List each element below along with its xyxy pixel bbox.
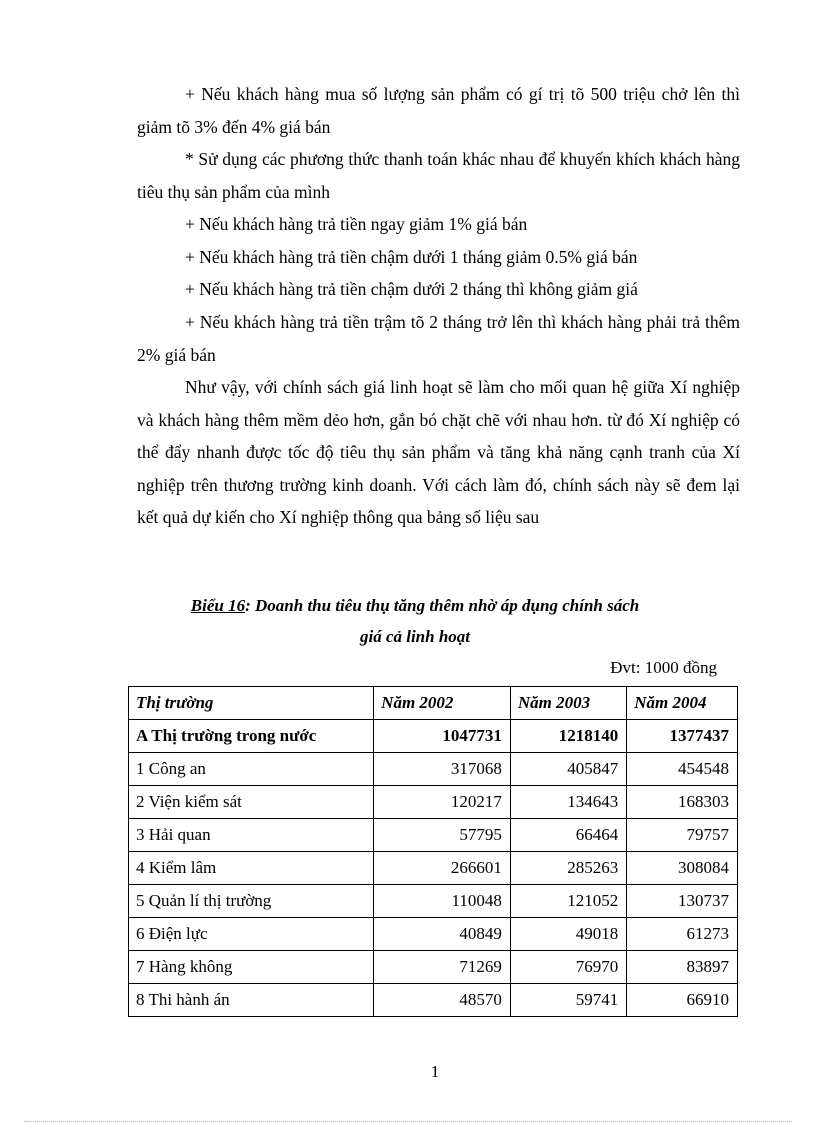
cell-value: 66464 xyxy=(510,819,626,852)
page-bottom-divider xyxy=(24,1121,792,1122)
cell-value: 285263 xyxy=(510,852,626,885)
paragraph-payment-methods: * Sử dụng các phương thức thanh toán khác nhau để khuyến khích khách hàng tiêu thụ sản phẩm của mình xyxy=(137,149,740,202)
cell-value: 168303 xyxy=(627,786,738,819)
table-row xyxy=(129,951,738,984)
table-row xyxy=(129,918,738,951)
paragraph-volume-discount: + Nếu khách hàng mua số lượng sản phẩm có gí trị tõ 500 triệu chở lên thì giảm tõ 3% đến 4% giá bán xyxy=(137,84,740,137)
header-year-2002: Năm 2002 xyxy=(374,687,511,720)
cell-value: 130737 xyxy=(627,885,738,918)
cell-value: 66910 xyxy=(627,984,738,1017)
cell-value: 1377437 xyxy=(627,720,738,753)
cell-market: 1 Công an xyxy=(129,753,374,786)
cell-value: 49018 xyxy=(510,918,626,951)
cell-market: 5 Quản lí thị trường xyxy=(129,885,374,918)
table-header-row xyxy=(129,687,738,720)
table-caption-label: Biểu 16 xyxy=(190,596,246,615)
cell-value: 61273 xyxy=(627,918,738,951)
table-caption-subtitle: giá cả linh hoạt xyxy=(359,627,471,646)
paragraph-immediate-payment: + Nếu khách hàng trả tiền ngay giảm 1% giá bán xyxy=(185,214,528,234)
paragraph-conclusion: Như vậy, với chính sách giá linh hoạt sẽ làm cho mối quan hệ giữa Xí nghiệp và khách hàng thêm mềm dẻo hơn, gắn bó chặt chẽ với nhau hơn. từ đó Xí nghiệp có thể đẩy nhanh được tốc độ tiêu thụ sản phẩm và tăng khả năng cạnh tranh của Xí nghiệp trên thương trường kinh doanh. Với cách làm đó, chính sách này sẽ đem lại kết quả dự kiến cho Xí nghiệp thông qua bảng số liệu sau xyxy=(137,377,740,528)
cell-market: 4 Kiểm lâm xyxy=(129,852,374,885)
cell-value: 79757 xyxy=(627,819,738,852)
cell-market: 3 Hải quan xyxy=(129,819,374,852)
cell-value: 317068 xyxy=(374,753,511,786)
table-total-row xyxy=(129,720,738,753)
cell-value: 121052 xyxy=(510,885,626,918)
revenue-table xyxy=(128,686,738,1017)
cell-value: 1218140 xyxy=(510,720,626,753)
cell-value: 48570 xyxy=(374,984,511,1017)
cell-market: 6 Điện lực xyxy=(129,918,374,951)
paragraph-payment-over-2-months: + Nếu khách hàng trả tiền trậm tõ 2 tháng trở lên thì khách hàng phải trả thêm 2% giá bán xyxy=(137,312,740,365)
cell-market: 7 Hàng không xyxy=(129,951,374,984)
table-row xyxy=(129,852,738,885)
cell-value: 40849 xyxy=(374,918,511,951)
cell-value: 59741 xyxy=(510,984,626,1017)
cell-value: 57795 xyxy=(374,819,511,852)
table-row xyxy=(129,984,738,1017)
cell-value: 120217 xyxy=(374,786,511,819)
cell-value: 71269 xyxy=(374,951,511,984)
table-caption-title: : Doanh thu tiêu thụ tăng thêm nhờ áp dụng chính sách xyxy=(245,596,640,615)
cell-value: 1047731 xyxy=(374,720,511,753)
table-row xyxy=(129,753,738,786)
cell-value: 83897 xyxy=(627,951,738,984)
cell-value: 405847 xyxy=(510,753,626,786)
table-caption xyxy=(150,590,680,652)
unit-note: Đvt: 1000 đồng xyxy=(610,658,717,677)
cell-value: 76970 xyxy=(510,951,626,984)
paragraph-payment-under-2-months: + Nếu khách hàng trả tiền chậm dưới 2 tháng thì không giảm giá xyxy=(185,279,638,299)
cell-value: 308084 xyxy=(627,852,738,885)
cell-market: A Thị trường trong nước xyxy=(129,720,374,753)
header-year-2003: Năm 2003 xyxy=(510,687,626,720)
cell-value: 266601 xyxy=(374,852,511,885)
cell-market: 2 Viện kiểm sát xyxy=(129,786,374,819)
cell-market: 8 Thi hành án xyxy=(129,984,374,1017)
paragraph-payment-under-1-month: + Nếu khách hàng trả tiền chậm dưới 1 tháng giảm 0.5% giá bán xyxy=(185,247,638,267)
table-row xyxy=(129,786,738,819)
cell-value: 134643 xyxy=(510,786,626,819)
header-year-2004: Năm 2004 xyxy=(627,687,738,720)
table-row xyxy=(129,885,738,918)
table-row xyxy=(129,819,738,852)
page-number: 1 xyxy=(430,1062,440,1081)
cell-value: 110048 xyxy=(374,885,511,918)
header-market: Thị trường xyxy=(129,687,374,720)
cell-value: 454548 xyxy=(627,753,738,786)
